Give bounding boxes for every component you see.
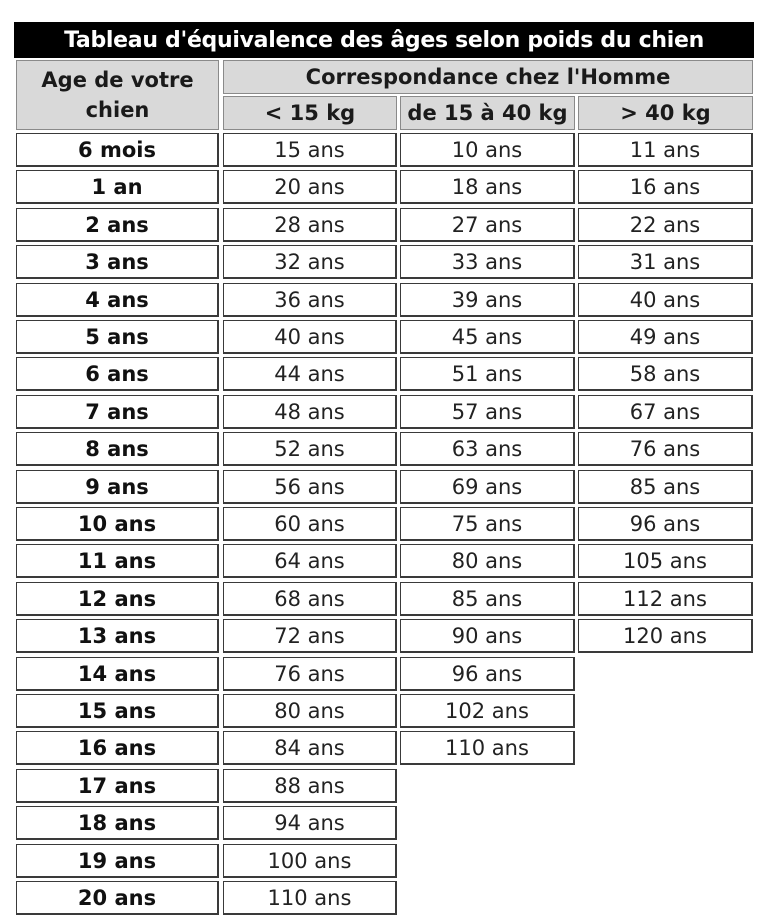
value-under-15kg: 20 ans xyxy=(223,170,397,204)
value-over-40kg: 105 ans xyxy=(578,544,753,578)
value-15-40kg: 102 ans xyxy=(400,694,575,728)
value-15-40kg: 69 ans xyxy=(400,470,575,504)
value-15-40kg: 33 ans xyxy=(400,245,575,279)
value-under-15kg: 44 ans xyxy=(223,357,397,391)
row-dog-age: 19 ans xyxy=(16,844,219,878)
value-over-40kg: 11 ans xyxy=(578,133,753,167)
value-under-15kg: 84 ans xyxy=(223,731,397,765)
row-dog-age: 18 ans xyxy=(16,806,219,840)
header-weight-over-40: > 40 kg xyxy=(578,96,753,130)
value-15-40kg: 27 ans xyxy=(400,208,575,242)
value-under-15kg: 40 ans xyxy=(223,320,397,354)
value-over-40kg: 96 ans xyxy=(578,507,753,541)
value-over-40kg: 67 ans xyxy=(578,395,753,429)
row-dog-age: 6 ans xyxy=(16,357,219,391)
value-15-40kg: 45 ans xyxy=(400,320,575,354)
value-15-40kg: 18 ans xyxy=(400,170,575,204)
value-15-40kg: 110 ans xyxy=(400,731,575,765)
row-dog-age: 12 ans xyxy=(16,582,219,616)
value-15-40kg: 80 ans xyxy=(400,544,575,578)
row-dog-age: 13 ans xyxy=(16,619,219,653)
value-over-40kg: 31 ans xyxy=(578,245,753,279)
value-under-15kg: 56 ans xyxy=(223,470,397,504)
header-age-column xyxy=(16,60,219,130)
value-under-15kg: 88 ans xyxy=(223,769,397,803)
value-15-40kg: 39 ans xyxy=(400,283,575,317)
row-dog-age: 9 ans xyxy=(16,470,219,504)
row-dog-age: 1 an xyxy=(16,170,219,204)
row-dog-age: 14 ans xyxy=(16,657,219,691)
table-title: Tableau d'équivalence des âges selon poids du chien xyxy=(14,22,754,58)
value-under-15kg: 76 ans xyxy=(223,657,397,691)
value-over-40kg: 76 ans xyxy=(578,432,753,466)
row-dog-age: 6 mois xyxy=(16,133,219,167)
value-under-15kg: 28 ans xyxy=(223,208,397,242)
value-15-40kg: 51 ans xyxy=(400,357,575,391)
value-15-40kg: 85 ans xyxy=(400,582,575,616)
row-dog-age: 3 ans xyxy=(16,245,219,279)
row-dog-age: 8 ans xyxy=(16,432,219,466)
row-dog-age: 11 ans xyxy=(16,544,219,578)
row-dog-age: 16 ans xyxy=(16,731,219,765)
value-under-15kg: 100 ans xyxy=(223,844,397,878)
header-weight-15-40: de 15 à 40 kg xyxy=(400,96,575,130)
value-over-40kg: 120 ans xyxy=(578,619,753,653)
value-under-15kg: 68 ans xyxy=(223,582,397,616)
value-over-40kg: 49 ans xyxy=(578,320,753,354)
value-under-15kg: 94 ans xyxy=(223,806,397,840)
value-under-15kg: 15 ans xyxy=(223,133,397,167)
value-15-40kg: 90 ans xyxy=(400,619,575,653)
value-under-15kg: 80 ans xyxy=(223,694,397,728)
row-dog-age: 4 ans xyxy=(16,283,219,317)
value-under-15kg: 36 ans xyxy=(223,283,397,317)
value-over-40kg: 85 ans xyxy=(578,470,753,504)
header-weight-under-15: < 15 kg xyxy=(223,96,397,130)
value-15-40kg: 63 ans xyxy=(400,432,575,466)
row-dog-age: 10 ans xyxy=(16,507,219,541)
row-dog-age: 20 ans xyxy=(16,881,219,915)
value-15-40kg: 96 ans xyxy=(400,657,575,691)
value-under-15kg: 52 ans xyxy=(223,432,397,466)
value-over-40kg: 40 ans xyxy=(578,283,753,317)
header-age-line-1: Age de votre xyxy=(41,68,194,92)
value-under-15kg: 48 ans xyxy=(223,395,397,429)
value-under-15kg: 110 ans xyxy=(223,881,397,915)
row-dog-age: 7 ans xyxy=(16,395,219,429)
value-under-15kg: 32 ans xyxy=(223,245,397,279)
value-15-40kg: 57 ans xyxy=(400,395,575,429)
header-group-correspondance: Correspondance chez l'Homme xyxy=(223,60,753,94)
row-dog-age: 17 ans xyxy=(16,769,219,803)
value-under-15kg: 72 ans xyxy=(223,619,397,653)
header-age-line-2: chien xyxy=(85,98,150,122)
value-15-40kg: 10 ans xyxy=(400,133,575,167)
value-over-40kg: 22 ans xyxy=(578,208,753,242)
row-dog-age: 2 ans xyxy=(16,208,219,242)
value-under-15kg: 64 ans xyxy=(223,544,397,578)
value-over-40kg: 112 ans xyxy=(578,582,753,616)
value-15-40kg: 75 ans xyxy=(400,507,575,541)
value-over-40kg: 16 ans xyxy=(578,170,753,204)
row-dog-age: 5 ans xyxy=(16,320,219,354)
row-dog-age: 15 ans xyxy=(16,694,219,728)
value-under-15kg: 60 ans xyxy=(223,507,397,541)
value-over-40kg: 58 ans xyxy=(578,357,753,391)
